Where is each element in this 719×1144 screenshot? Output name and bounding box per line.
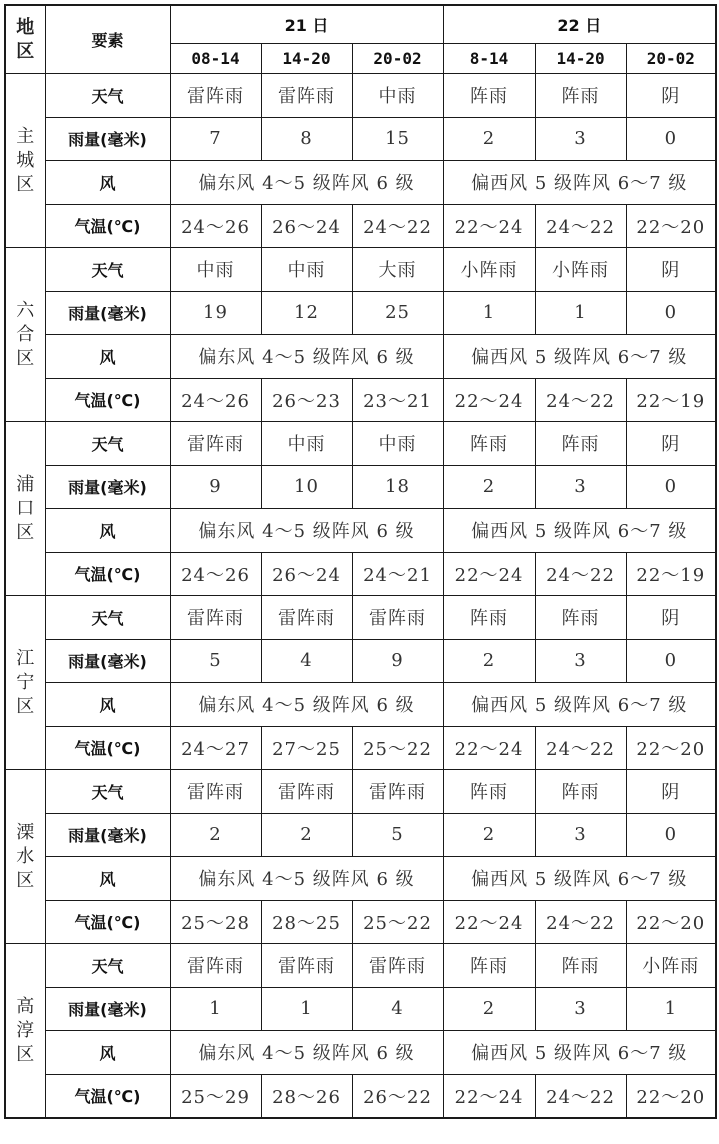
district-name-cell xyxy=(5,770,45,944)
wind-cell: 偏东风 4～5 级阵风 6 级 xyxy=(170,509,443,553)
temp-cell: 22～20 xyxy=(626,204,716,248)
weather-cell: 中雨 xyxy=(261,248,352,292)
rain-cell: 3 xyxy=(535,639,626,683)
temp-cell: 22～20 xyxy=(626,900,716,944)
weather-cell: 阴 xyxy=(626,74,716,118)
temp-cell: 22～24 xyxy=(443,900,535,944)
rain-cell: 1 xyxy=(626,987,716,1031)
rain-cell: 0 xyxy=(626,291,716,335)
district-name-char: 口 xyxy=(16,497,35,519)
temp-cell: 26～23 xyxy=(261,378,352,422)
rain-cell: 18 xyxy=(352,465,443,509)
wind-cell: 偏西风 5 级阵风 6～7 级 xyxy=(443,857,716,901)
period-header: 14-20 xyxy=(261,44,352,74)
weather-cell: 大雨 xyxy=(352,248,443,292)
rain-cell: 1 xyxy=(261,987,352,1031)
district-name-char: 区 xyxy=(16,347,35,369)
period-header: 20-02 xyxy=(626,44,716,74)
wind-cell: 偏西风 5 级阵风 6～7 级 xyxy=(443,161,716,205)
weather-cell: 小阵雨 xyxy=(535,248,626,292)
district-weather-row xyxy=(5,74,716,118)
weather-cell: 小阵雨 xyxy=(443,248,535,292)
district-rain-row xyxy=(5,987,716,1031)
wind-cell: 偏西风 5 级阵风 6～7 级 xyxy=(443,683,716,727)
district-rain-row xyxy=(5,813,716,857)
temp-cell: 24～22 xyxy=(535,900,626,944)
district-name-char: 区 xyxy=(16,1043,35,1065)
district-name-char: 合 xyxy=(16,323,35,345)
rain-cell: 9 xyxy=(170,465,261,509)
district-name-char: 区 xyxy=(16,173,35,195)
temp-cell: 25～22 xyxy=(352,900,443,944)
district-wind-row xyxy=(5,335,716,379)
weather-cell: 阵雨 xyxy=(535,74,626,118)
weather-cell: 阴 xyxy=(626,596,716,640)
temp-cell: 28～26 xyxy=(261,1074,352,1118)
wind-cell: 偏东风 4～5 级阵风 6 级 xyxy=(170,335,443,379)
temp-cell: 25～22 xyxy=(352,726,443,770)
rain-cell: 0 xyxy=(626,117,716,161)
weather-cell: 阵雨 xyxy=(535,944,626,988)
weather-cell: 阵雨 xyxy=(443,74,535,118)
weather-cell: 阵雨 xyxy=(443,422,535,466)
rain-cell: 0 xyxy=(626,639,716,683)
district-name-cell xyxy=(5,596,45,770)
element-label-rain: 雨量(毫米) xyxy=(45,813,170,857)
district-wind-row xyxy=(5,161,716,205)
temp-cell: 24～27 xyxy=(170,726,261,770)
district-wind-row xyxy=(5,509,716,553)
temp-cell: 26～24 xyxy=(261,552,352,596)
temp-cell: 22～24 xyxy=(443,726,535,770)
weather-cell: 雷阵雨 xyxy=(170,596,261,640)
temp-cell: 27～25 xyxy=(261,726,352,770)
element-column-header: 要素 xyxy=(45,5,170,74)
weather-cell: 小阵雨 xyxy=(626,944,716,988)
temp-cell: 24～22 xyxy=(535,726,626,770)
element-label-temp: 气温(℃) xyxy=(45,726,170,770)
weather-cell: 中雨 xyxy=(352,422,443,466)
element-label-wind: 风 xyxy=(45,857,170,901)
temp-cell: 24～22 xyxy=(535,204,626,248)
rain-cell: 19 xyxy=(170,291,261,335)
weather-cell: 中雨 xyxy=(352,74,443,118)
rain-cell: 2 xyxy=(261,813,352,857)
district-rain-row xyxy=(5,291,716,335)
element-label-wind: 风 xyxy=(45,335,170,379)
district-column-header: 地 区 xyxy=(5,5,45,74)
rain-cell: 4 xyxy=(261,639,352,683)
temp-cell: 23～21 xyxy=(352,378,443,422)
weather-cell: 阴 xyxy=(626,770,716,814)
weather-cell: 阵雨 xyxy=(443,770,535,814)
temp-cell: 24～26 xyxy=(170,204,261,248)
element-label-weather: 天气 xyxy=(45,74,170,118)
rain-cell: 1 xyxy=(535,291,626,335)
element-label-rain: 雨量(毫米) xyxy=(45,465,170,509)
district-weather-row xyxy=(5,596,716,640)
rain-cell: 7 xyxy=(170,117,261,161)
district-temp-row xyxy=(5,204,716,248)
district-name-char: 区 xyxy=(16,521,35,543)
rain-cell: 2 xyxy=(443,987,535,1031)
element-label-weather: 天气 xyxy=(45,596,170,640)
rain-cell: 10 xyxy=(261,465,352,509)
wind-cell: 偏东风 4～5 级阵风 6 级 xyxy=(170,1031,443,1075)
element-label-temp: 气温(℃) xyxy=(45,204,170,248)
wind-cell: 偏西风 5 级阵风 6～7 级 xyxy=(443,509,716,553)
district-name-char: 区 xyxy=(16,695,35,717)
element-label-wind: 风 xyxy=(45,1031,170,1075)
rain-cell: 3 xyxy=(535,987,626,1031)
district-name-char: 浦 xyxy=(16,473,35,495)
district-temp-row xyxy=(5,378,716,422)
district-wind-row xyxy=(5,857,716,901)
district-name-char: 溧 xyxy=(16,821,35,843)
temp-cell: 24～26 xyxy=(170,552,261,596)
wind-cell: 偏西风 5 级阵风 6～7 级 xyxy=(443,1031,716,1075)
weather-cell: 雷阵雨 xyxy=(261,770,352,814)
district-wind-row xyxy=(5,683,716,727)
district-weather-row xyxy=(5,944,716,988)
district-name-cell xyxy=(5,74,45,248)
wind-cell: 偏东风 4～5 级阵风 6 级 xyxy=(170,161,443,205)
district-weather-row xyxy=(5,248,716,292)
rain-cell: 2 xyxy=(170,813,261,857)
rain-cell: 2 xyxy=(443,813,535,857)
weather-cell: 雷阵雨 xyxy=(352,944,443,988)
rain-cell: 3 xyxy=(535,117,626,161)
weather-cell: 雷阵雨 xyxy=(261,74,352,118)
rain-cell: 5 xyxy=(170,639,261,683)
rain-cell: 5 xyxy=(352,813,443,857)
district-rain-row xyxy=(5,465,716,509)
rain-cell: 9 xyxy=(352,639,443,683)
element-label-weather: 天气 xyxy=(45,770,170,814)
temp-cell: 24～22 xyxy=(535,552,626,596)
weather-cell: 阵雨 xyxy=(443,596,535,640)
rain-cell: 8 xyxy=(261,117,352,161)
element-label-weather: 天气 xyxy=(45,944,170,988)
weather-cell: 阵雨 xyxy=(535,596,626,640)
weather-forecast-table xyxy=(4,4,717,1119)
rain-cell: 2 xyxy=(443,639,535,683)
district-weather-row xyxy=(5,770,716,814)
element-label-temp: 气温(℃) xyxy=(45,1074,170,1118)
temp-cell: 22～24 xyxy=(443,1074,535,1118)
temp-cell: 22～19 xyxy=(626,552,716,596)
district-name-cell xyxy=(5,944,45,1119)
rain-cell: 4 xyxy=(352,987,443,1031)
rain-cell: 12 xyxy=(261,291,352,335)
wind-cell: 偏东风 4～5 级阵风 6 级 xyxy=(170,857,443,901)
element-label-temp: 气温(℃) xyxy=(45,552,170,596)
weather-cell: 雷阵雨 xyxy=(261,596,352,640)
element-label-rain: 雨量(毫米) xyxy=(45,639,170,683)
district-temp-row xyxy=(5,900,716,944)
element-label-rain: 雨量(毫米) xyxy=(45,291,170,335)
temp-cell: 24～26 xyxy=(170,378,261,422)
weather-cell: 阵雨 xyxy=(535,422,626,466)
district-rain-row xyxy=(5,639,716,683)
temp-cell: 22～20 xyxy=(626,1074,716,1118)
temp-cell: 26～24 xyxy=(261,204,352,248)
element-label-wind: 风 xyxy=(45,509,170,553)
temp-cell: 22～20 xyxy=(626,726,716,770)
period-header: 14-20 xyxy=(535,44,626,74)
period-header: 20-02 xyxy=(352,44,443,74)
temp-cell: 25～29 xyxy=(170,1074,261,1118)
district-name-char: 六 xyxy=(16,299,35,321)
rain-cell: 25 xyxy=(352,291,443,335)
district-name-char: 宁 xyxy=(16,671,35,693)
temp-cell: 22～19 xyxy=(626,378,716,422)
rain-cell: 2 xyxy=(443,465,535,509)
element-label-rain: 雨量(毫米) xyxy=(45,987,170,1031)
district-name-char: 主 xyxy=(16,125,35,147)
element-label-rain: 雨量(毫米) xyxy=(45,117,170,161)
weather-cell: 雷阵雨 xyxy=(170,770,261,814)
element-label-temp: 气温(℃) xyxy=(45,900,170,944)
district-name-char: 淳 xyxy=(16,1019,35,1041)
district-temp-row xyxy=(5,1074,716,1118)
weather-cell: 中雨 xyxy=(261,422,352,466)
temp-cell: 26～22 xyxy=(352,1074,443,1118)
element-label-weather: 天气 xyxy=(45,422,170,466)
district-name-cell xyxy=(5,248,45,422)
wind-cell: 偏东风 4～5 级阵风 6 级 xyxy=(170,683,443,727)
district-name-char: 江 xyxy=(16,647,35,669)
district-rain-row xyxy=(5,117,716,161)
district-name-char: 城 xyxy=(16,149,35,171)
rain-cell: 3 xyxy=(535,465,626,509)
temp-cell: 22～24 xyxy=(443,204,535,248)
weather-cell: 雷阵雨 xyxy=(170,944,261,988)
rain-cell: 2 xyxy=(443,117,535,161)
element-label-wind: 风 xyxy=(45,161,170,205)
temp-cell: 24～21 xyxy=(352,552,443,596)
district-temp-row xyxy=(5,552,716,596)
weather-cell: 中雨 xyxy=(170,248,261,292)
weather-cell: 阵雨 xyxy=(443,944,535,988)
district-wind-row xyxy=(5,1031,716,1075)
temp-cell: 24～22 xyxy=(352,204,443,248)
rain-cell: 15 xyxy=(352,117,443,161)
rain-cell: 0 xyxy=(626,813,716,857)
temp-cell: 24～22 xyxy=(535,1074,626,1118)
weather-cell: 雷阵雨 xyxy=(352,596,443,640)
day-header-22: 22 日 xyxy=(443,5,716,44)
weather-cell: 阴 xyxy=(626,248,716,292)
weather-cell: 阵雨 xyxy=(535,770,626,814)
element-label-weather: 天气 xyxy=(45,248,170,292)
rain-cell: 1 xyxy=(443,291,535,335)
weather-cell: 雷阵雨 xyxy=(261,944,352,988)
period-header: 08-14 xyxy=(170,44,261,74)
weather-cell: 阴 xyxy=(626,422,716,466)
period-header: 8-14 xyxy=(443,44,535,74)
element-label-temp: 气温(℃) xyxy=(45,378,170,422)
temp-cell: 22～24 xyxy=(443,552,535,596)
district-name-char: 水 xyxy=(16,845,35,867)
temp-cell: 28～25 xyxy=(261,900,352,944)
temp-cell: 24～22 xyxy=(535,378,626,422)
district-weather-row xyxy=(5,422,716,466)
header-row-days xyxy=(5,5,716,44)
rain-cell: 3 xyxy=(535,813,626,857)
district-temp-row xyxy=(5,726,716,770)
rain-cell: 0 xyxy=(626,465,716,509)
district-name-char: 高 xyxy=(16,995,35,1017)
wind-cell: 偏西风 5 级阵风 6～7 级 xyxy=(443,335,716,379)
weather-cell: 雷阵雨 xyxy=(352,770,443,814)
temp-cell: 25～28 xyxy=(170,900,261,944)
rain-cell: 1 xyxy=(170,987,261,1031)
temp-cell: 22～24 xyxy=(443,378,535,422)
weather-cell: 雷阵雨 xyxy=(170,422,261,466)
weather-cell: 雷阵雨 xyxy=(170,74,261,118)
element-label-wind: 风 xyxy=(45,683,170,727)
district-name-char: 区 xyxy=(16,869,35,891)
district-name-cell xyxy=(5,422,45,596)
day-header-21: 21 日 xyxy=(170,5,443,44)
